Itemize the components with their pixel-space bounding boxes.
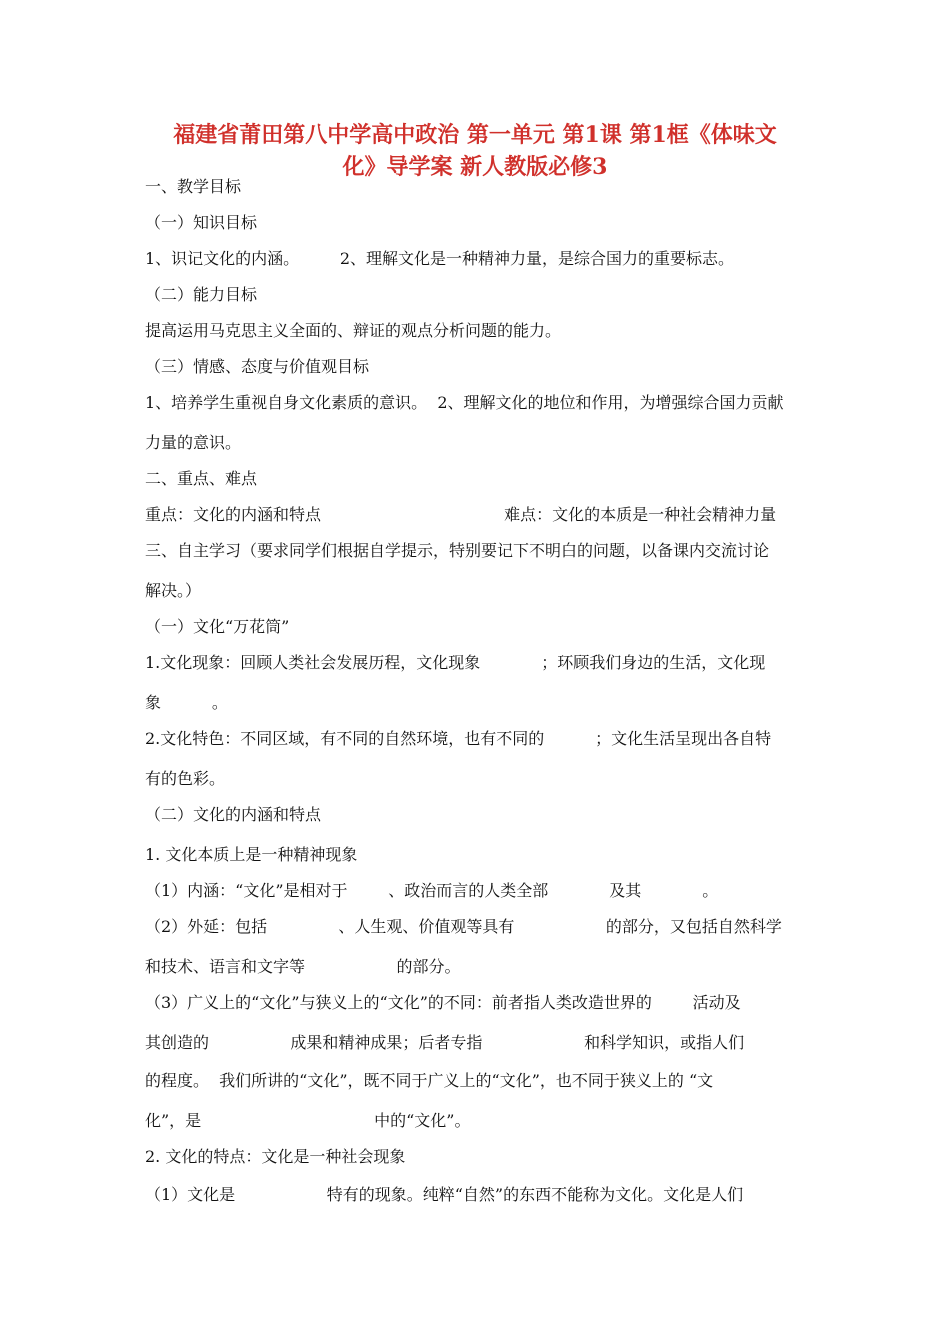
fill-in-line: 和技术、语言和文字等 的部分。 bbox=[145, 957, 461, 976]
fill-in-line: （3）广义上的“文化”与狭义上的“文化”的不同：前者指人类改造世界的 活动及 bbox=[145, 993, 741, 1012]
fill-in-line: （2）外延：包括 、人生观、价值观等具有 的部分，又包括自然科学 bbox=[145, 917, 782, 936]
document-title-line-2: 化》导学案 新人教版必修3 bbox=[342, 154, 608, 180]
text-line: 1. 文化本质上是一种精神现象 bbox=[145, 845, 358, 864]
text-line: 重点：文化的内涵和特点 难点：文化的本质是一种社会精神力量 bbox=[145, 505, 777, 524]
fill-in-line: （1）内涵：“文化”是相对于 、政治而言的人类全部 及其 。 bbox=[145, 881, 719, 900]
fill-in-line: 的程度。 我们所讲的“文化”，既不同于广义上的“文化”，也不同于狭义上的 “文 bbox=[145, 1071, 714, 1090]
text-line: 1、培养学生重视自身文化素质的意识。 2、理解文化的地位和作用，为增强综合国力贡献 bbox=[145, 393, 784, 412]
section-heading-self-study: 三、自主学习（要求同学们根据自学提示，特别要记下不明白的问题，以备课内交流讨论 bbox=[145, 541, 770, 560]
text-line: 力量的意识。 bbox=[145, 433, 242, 452]
subheading-ability: （二）能力目标 bbox=[145, 285, 258, 304]
fill-in-line: 化”，是 中的“文化”。 bbox=[145, 1111, 471, 1130]
fill-in-line: 其创造的 成果和精神成果；后者专指 和科学知识，或指人们 bbox=[145, 1033, 745, 1052]
subheading-kaleidoscope: （一）文化“万花筒” bbox=[145, 617, 290, 636]
text-line: 解决。） bbox=[145, 581, 202, 600]
text-line: 1、识记文化的内涵。 2、理解文化是一种精神力量，是综合国力的重要标志。 bbox=[145, 249, 735, 268]
text-line: 有的色彩。 bbox=[145, 769, 226, 788]
subheading-connotation: （二）文化的内涵和特点 bbox=[145, 805, 322, 824]
fill-in-line: 2.文化特色：不同区域，有不同的自然环境，也有不同的 ；文化生活呈现出各自特 bbox=[145, 729, 772, 748]
subheading-values: （三）情感、态度与价值观目标 bbox=[145, 357, 370, 376]
section-heading-key-points: 二、重点、难点 bbox=[145, 469, 258, 488]
document-title-line-1: 福建省莆田第八中学高中政治 第一单元 第1课 第1框《体味文 bbox=[173, 122, 777, 148]
fill-in-line: （1）文化是 特有的现象。纯粹“自然”的东西不能称为文化。文化是人们 bbox=[145, 1185, 744, 1204]
fill-in-line: 象 。 bbox=[145, 693, 228, 712]
fill-in-line: 1.文化现象：回顾人类社会发展历程，文化现象 ；环顾我们身边的生活，文化现 bbox=[145, 653, 766, 672]
text-line: 2. 文化的特点：文化是一种社会现象 bbox=[145, 1147, 406, 1166]
section-heading-objectives: 一、教学目标 bbox=[145, 177, 242, 196]
subheading-knowledge: （一）知识目标 bbox=[145, 213, 258, 232]
text-line: 提高运用马克思主义全面的、辩证的观点分析问题的能力。 bbox=[145, 321, 562, 340]
